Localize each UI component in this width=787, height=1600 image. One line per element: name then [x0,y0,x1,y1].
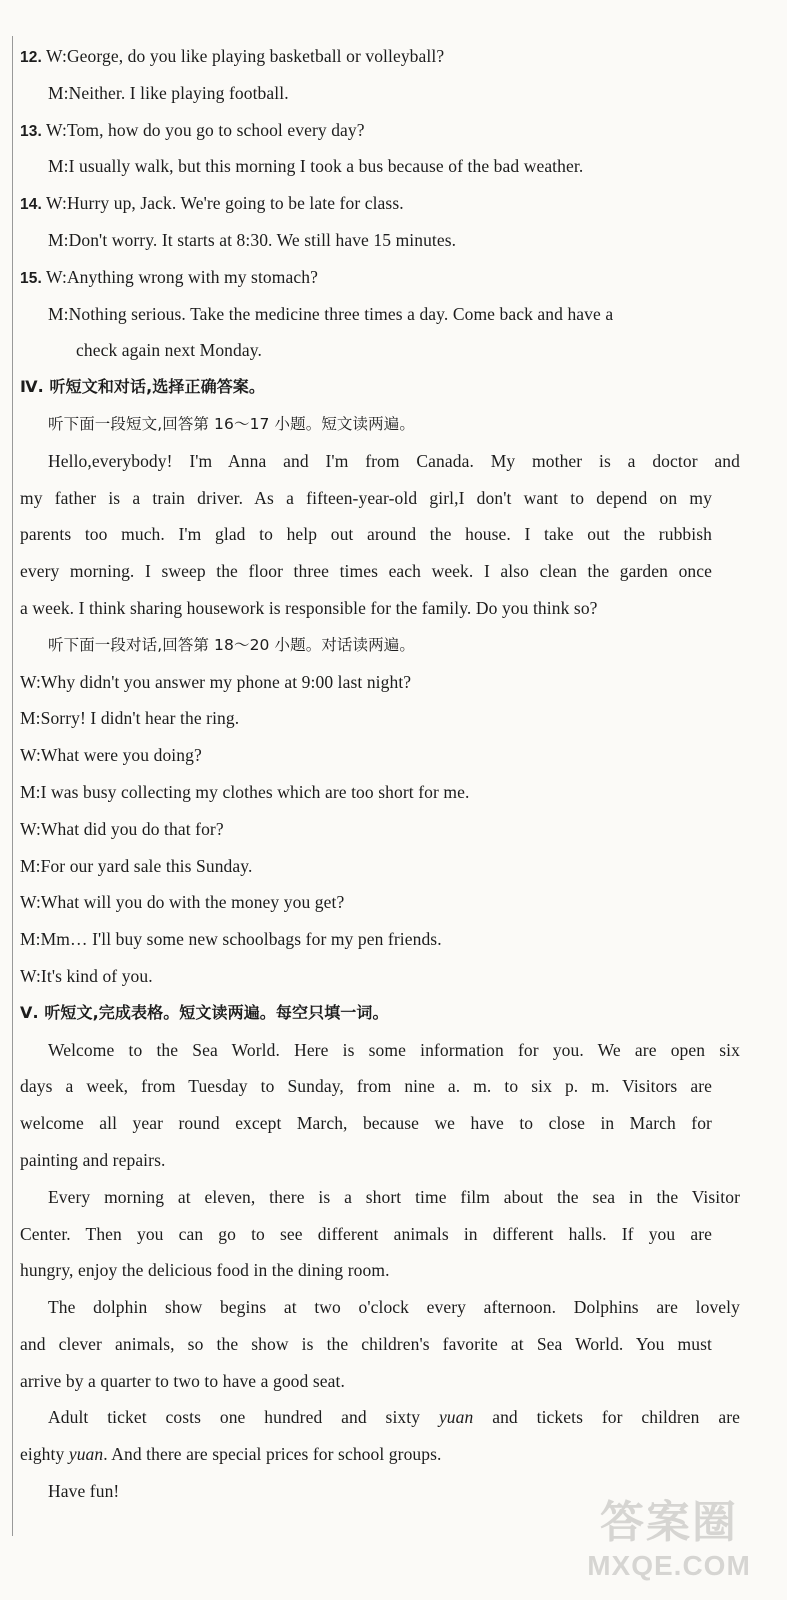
section-heading: Ⅴ. 听短文,完成表格。短文读两遍。每空只填一词。 [20,1002,389,1022]
dialogue-line: M:I usually walk, but this morning I took a bus because of the bad weather. [48,156,584,177]
passage-line: Every morning at eleven, there is a short time film about the sea in the Visitor [48,1186,740,1207]
passage-line: The dolphin show begins at two o'clock every afternoon. Dolphins are lovely [48,1297,740,1318]
dialogue-line: M:For our yard sale this Sunday. [20,855,253,876]
passage-line: every morning. I sweep the floor three times each week. I also clean the garden once [20,561,712,582]
passage-line: Welcome to the Sea World. Here is some information for you. We are open six [48,1039,740,1060]
dialogue-line: M:Don't worry. It starts at 8:30. We still have 15 minutes. [48,229,457,250]
dialogue-line: 15. W:Anything wrong with my stomach? [20,266,318,287]
passage-line: and clever animals, so the show is the children's favorite at Sea World. You must [20,1333,712,1354]
dialogue-line: 12. W:George, do you like playing basketball or volleyball? [20,46,445,66]
currency-word: yuan [68,1444,104,1465]
dialogue-line: M:I was busy collecting my clothes which are too short for me. [20,781,470,802]
watermark-logo-text: 答案圈 [600,1497,738,1548]
passage-line: welcome all year round except March, because we have to close in March for [20,1113,712,1134]
dialogue-line: check again next Monday. [76,340,262,361]
passage-line: Hello,everybody! I'm Anna and I'm from Canada. My mother is a doctor and [48,450,740,471]
currency-word: yuan [438,1407,474,1428]
passage-line: a week. I think sharing housework is responsible for the family. Do you think so? [20,597,598,618]
section-heading: Ⅳ. 听短文和对话,选择正确答案。 [20,377,266,397]
passage-line: Adult ticket costs one hundred and sixty yuan and tickets for children are [48,1407,740,1428]
dialogue-line: M:Nothing serious. Take the medicine three times a day. Come back and have a [48,303,614,324]
passage-line: arrive by a quarter to two to have a good seat. [20,1370,345,1391]
dialogue-line: M:Mm… I'll buy some new schoolbags for my pen friends. [20,929,442,950]
passage-line: eighty yuan. And there are special prices for school groups. [20,1444,442,1465]
instruction-line: 听下面一段对话,回答第 18～20 小题。对话读两遍。 [48,635,415,654]
instruction-line: 听下面一段短文,回答第 16～17 小题。短文读两遍。 [48,414,415,433]
question-number: 12. [20,49,42,66]
watermark-url: MXQE.COM [587,1550,751,1581]
closing-line: Have fun! [48,1481,120,1502]
passage-line: painting and repairs. [20,1149,166,1170]
passage-line: days a week, from Tuesday to Sunday, from nine a. m. to six p. m. Visitors are [20,1076,712,1097]
site-watermark [569,1497,769,1592]
question-number: 14. [20,196,42,214]
passage-line: hungry, enjoy the delicious food in the dining room. [20,1260,390,1281]
passage-line: my father is a train driver. As a fifteen-year-old girl,I don't want to depend on my [20,487,712,508]
passage-line: Center. Then you can go to see different animals in different halls. If you are [20,1223,712,1244]
dialogue-line: W:What will you do with the money you get? [20,892,345,913]
dialogue-line: M:Sorry! I didn't hear the ring. [20,708,240,729]
dialogue-line: 13. W:Tom, how do you go to school every day? [20,119,365,140]
question-number: 15. [20,269,42,287]
question-number: 13. [20,122,42,140]
document-page [20,38,740,1510]
dialogue-line: 14. W:Hurry up, Jack. We're going to be late for class. [20,193,404,214]
dialogue-line: W:Why didn't you answer my phone at 9:00 last night? [20,671,412,692]
page-margin-line [12,36,13,1536]
passage-line: parents too much. I'm glad to help out around the house. I take out the rubbish [20,524,712,545]
dialogue-line: M:Neither. I like playing football. [48,82,289,103]
dialogue-line: W:What were you doing? [20,745,202,766]
dialogue-line: W:It's kind of you. [20,965,153,986]
dialogue-line: W:What did you do that for? [20,818,224,839]
